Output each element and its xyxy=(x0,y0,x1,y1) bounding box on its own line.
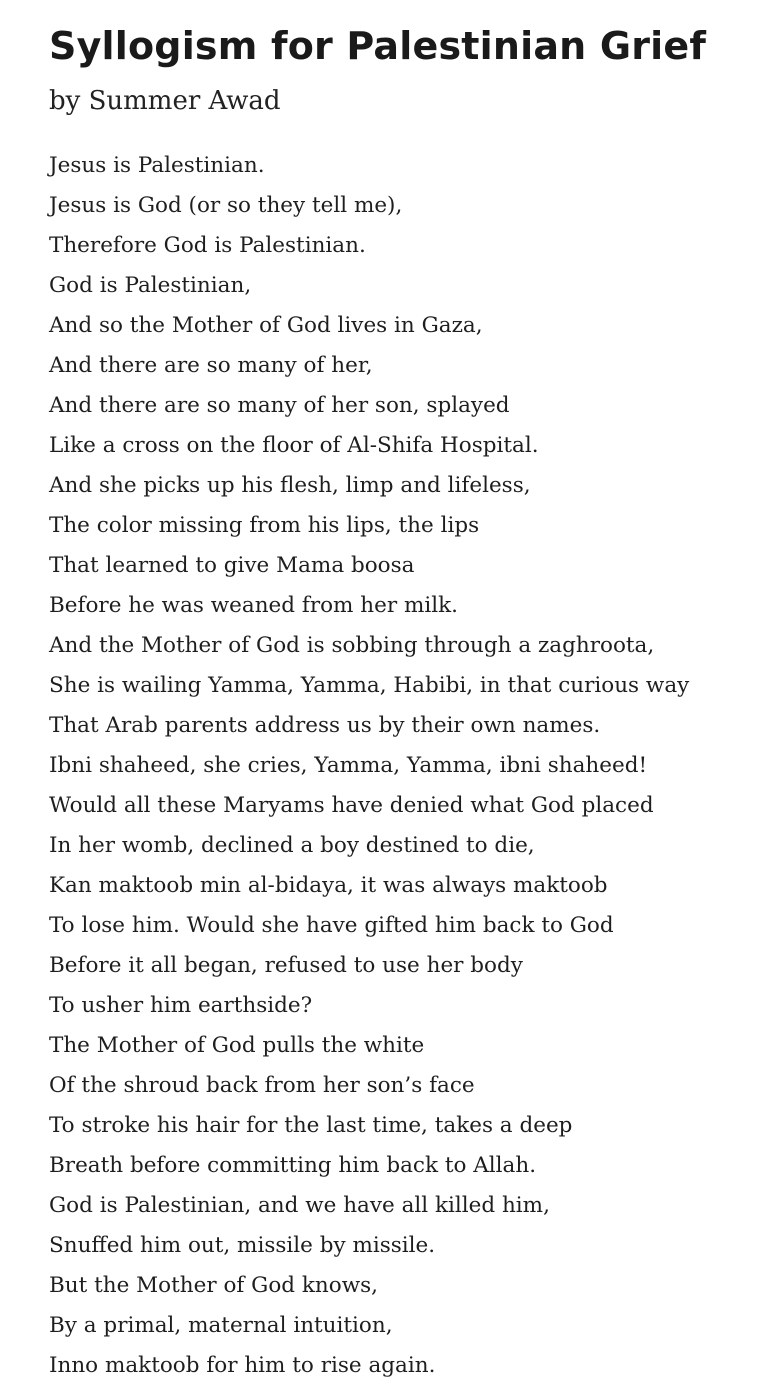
poem-line: That Arab parents address us by their own names. xyxy=(49,713,601,738)
poem-page xyxy=(49,0,758,1386)
poem-line: By a primal, maternal intuition, xyxy=(49,1313,393,1338)
poem-line: Ibni shaheed, she cries, Yamma, Yamma, ibni shaheed! xyxy=(49,753,648,778)
poem-line: And she picks up his flesh, limp and lifeless, xyxy=(49,473,531,498)
poem-line: Snuffed him out, missile by missile. xyxy=(49,1233,436,1258)
poem-line: Kan maktoob min al-bidaya, it was always maktoob xyxy=(49,873,608,898)
poem-line: And so the Mother of God lives in Gaza, xyxy=(49,313,483,338)
poem-line: God is Palestinian, xyxy=(49,273,252,298)
poem-line: Before it all began, refused to use her body xyxy=(49,953,523,978)
poem-line: The Mother of God pulls the white xyxy=(49,1033,425,1058)
poem-line: Before he was weaned from her milk. xyxy=(49,593,458,618)
poem-line: And there are so many of her, xyxy=(49,353,373,378)
poem-line: And the Mother of God is sobbing through a zaghroota, xyxy=(49,633,655,658)
poem-line: Jesus is Palestinian. xyxy=(49,153,265,178)
poem-body xyxy=(49,146,758,1386)
poem-line: Would all these Maryams have denied what God placed xyxy=(49,793,654,818)
poem-line: God is Palestinian, and we have all killed him, xyxy=(49,1193,550,1218)
poem-line: And there are so many of her son, splayed xyxy=(49,393,510,418)
poem-line: She is wailing Yamma, Yamma, Habibi, in that curious way xyxy=(49,673,690,698)
poem-line: Therefore God is Palestinian. xyxy=(49,233,366,258)
poem-line: Inno maktoob for him to rise again. xyxy=(49,1353,436,1378)
poem-line: To lose him. Would she have gifted him back to God xyxy=(49,913,614,938)
poem-author: by Summer Awad xyxy=(49,86,281,116)
poem-line: Jesus is God (or so they tell me), xyxy=(49,193,403,218)
poem-line: To stroke his hair for the last time, takes a deep xyxy=(49,1113,573,1138)
poem-line: That learned to give Mama boosa xyxy=(49,553,415,578)
poem-line: But the Mother of God knows, xyxy=(49,1273,378,1298)
poem-line: Breath before committing him back to Allah. xyxy=(49,1153,537,1178)
poem-line: Like a cross on the floor of Al-Shifa Hospital. xyxy=(49,433,539,458)
poem-line: Of the shroud back from her son’s face xyxy=(49,1073,475,1098)
poem-line: The color missing from his lips, the lips xyxy=(49,513,480,538)
poem-line: In her womb, declined a boy destined to die, xyxy=(49,833,535,858)
poem-title: Syllogism for Palestinian Grief xyxy=(49,24,707,68)
poem-line: To usher him earthside? xyxy=(49,993,313,1018)
